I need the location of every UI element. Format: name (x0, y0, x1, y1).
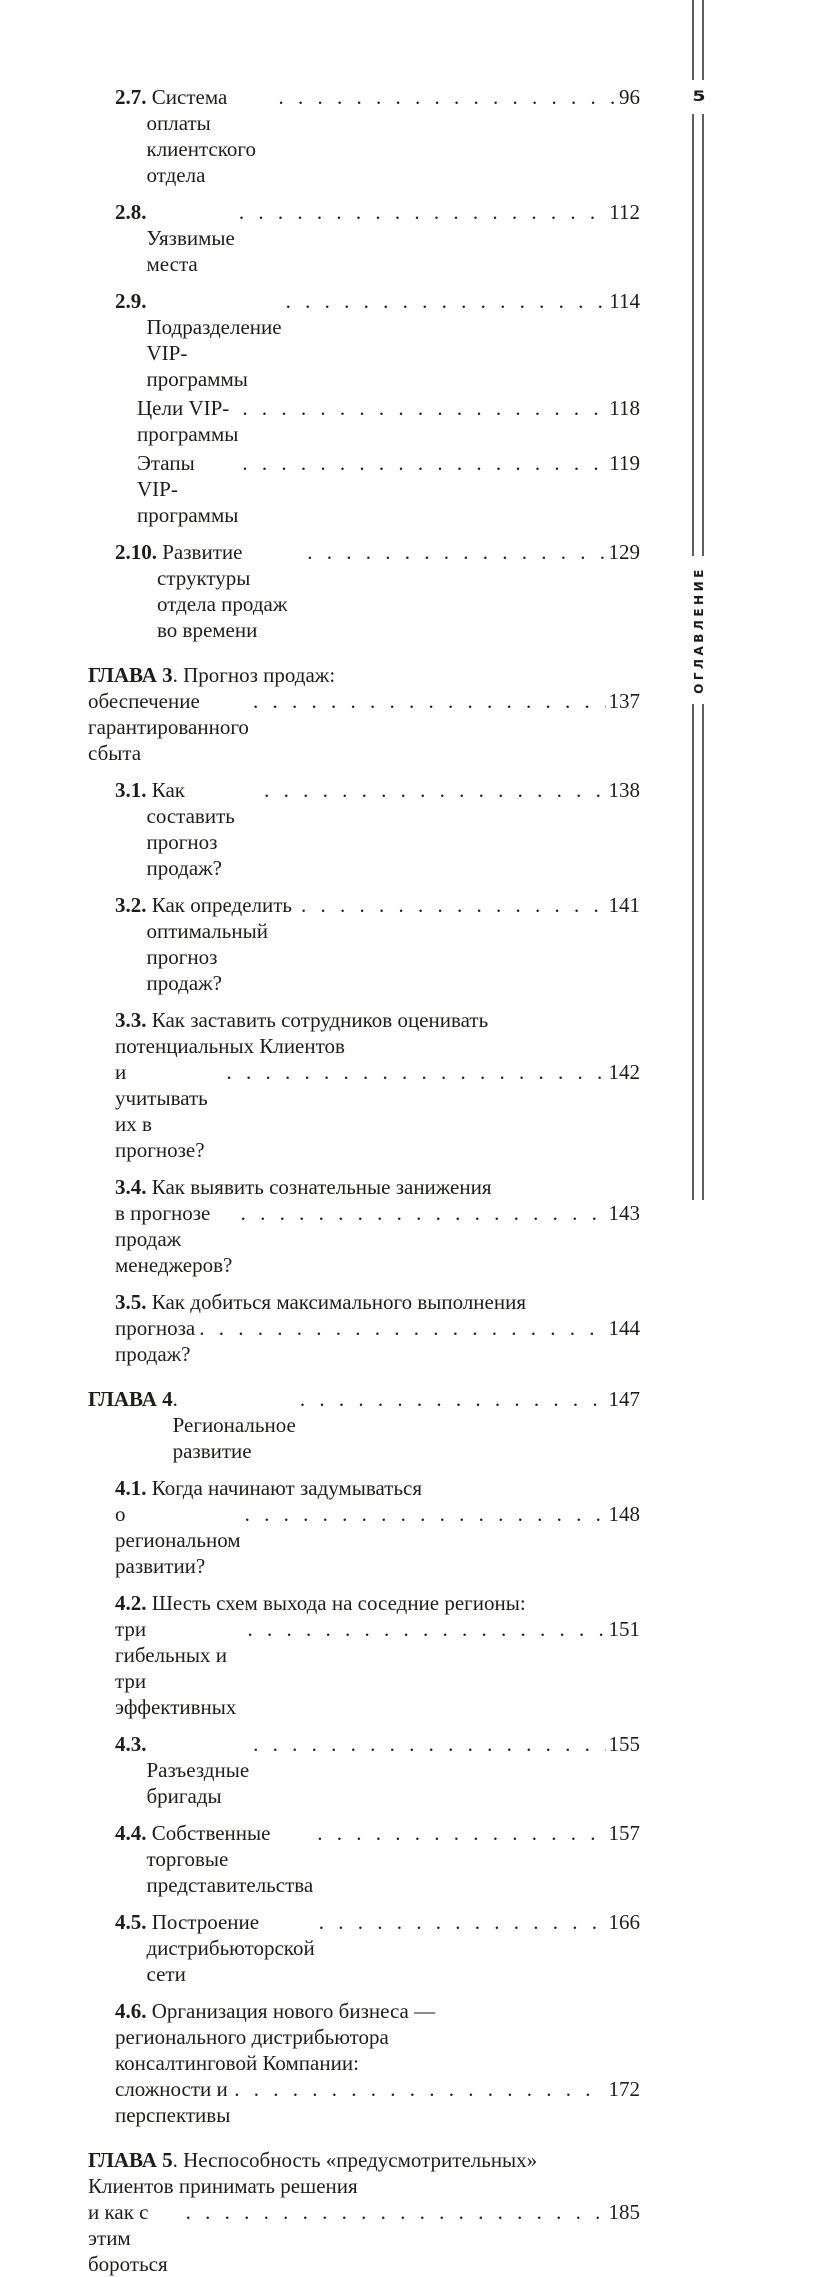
dot-leader (317, 1820, 605, 1846)
section-label-box (687, 556, 711, 704)
toc-entry-line (115, 539, 640, 643)
toc-entry-line (115, 2050, 640, 2076)
toc-entry-number: 2.10. (115, 540, 157, 564)
toc-entry-title: Как определить оптимальный прогноз продаж? (146, 893, 298, 995)
toc-entry-page: 119 (609, 451, 640, 475)
dot-leader (300, 1386, 606, 1412)
toc-entry-line (88, 2199, 640, 2277)
toc-entry-line (115, 1731, 640, 1809)
toc-entry-title: . Прогноз продаж: (172, 663, 336, 687)
toc-entry-title: . Неспособность «предусмотрительных» (172, 2148, 538, 2172)
toc-entry-number: ГЛАВА 4 (88, 1387, 173, 1411)
toc-entry (115, 1731, 640, 1809)
toc-entry-title: Собственные торговые представительства (146, 1821, 314, 1897)
toc-entry-page: 114 (609, 289, 640, 313)
toc-entry-title: Развитие структуры отдела продаж во времени (157, 540, 293, 642)
toc-entry-line (115, 84, 640, 188)
toc-entry (115, 777, 640, 881)
toc-entry (115, 1007, 640, 1163)
toc-entry-number: 4.1. (115, 1476, 147, 1500)
toc-entry-title: Как заставить сотрудников оценивать (146, 1008, 489, 1032)
toc-entry-page: 144 (608, 1316, 640, 1340)
toc-entry-page: 151 (608, 1617, 640, 1641)
toc-entry (115, 84, 640, 188)
toc-entry-number: 4.6. (115, 1999, 147, 2023)
toc-entry-line (88, 2173, 640, 2199)
toc-entry-title: Подразделение VIP-программы (146, 289, 287, 391)
toc-entry-title: обеспечение гарантированного сбыта (88, 689, 255, 765)
toc-entry-number: ГЛАВА 5 (88, 2148, 173, 2172)
dot-leader (253, 688, 606, 714)
dot-leader (242, 395, 606, 421)
toc-entry-page: 157 (608, 1821, 640, 1845)
toc-entry-page: 129 (608, 540, 640, 564)
toc-entry-title: о региональном развитии? (115, 1502, 246, 1578)
side-rail (692, 0, 706, 1200)
toc-entry-line (115, 1174, 640, 1200)
toc-entry-title: Этапы VIP-программы (137, 451, 239, 527)
toc-entry-page: 137 (608, 689, 640, 713)
toc-entry-line (115, 1616, 640, 1720)
toc-entry-page: 166 (608, 1910, 640, 1934)
toc-entry-number: 3.2. (115, 893, 147, 917)
rail-line-middle (692, 114, 704, 556)
toc-entry-page: 185 (608, 2200, 640, 2224)
toc-entry-title: Цели VIP-программы (137, 396, 239, 446)
toc-entry-number: 4.5. (115, 1910, 147, 1934)
toc-entry-title: сложности и перспективы (115, 2077, 234, 2127)
toc-entry-title: Построение дистрибьюторской сети (146, 1910, 320, 1986)
toc-entry-title: Шесть схем выхода на соседние регионы: (146, 1591, 526, 1615)
rail-line-bottom (692, 704, 704, 1200)
toc-entry-number: 4.3. (115, 1732, 147, 1756)
toc-entry-number: 2.7. (115, 85, 147, 109)
toc-entry-page: 112 (609, 200, 640, 224)
toc-entry-page: 118 (609, 396, 640, 420)
dot-leader (234, 2076, 605, 2102)
table-of-contents (88, 84, 640, 2277)
toc-entry-title: Организация нового бизнеса — (146, 1999, 436, 2023)
toc-entry-number: 2.8. (115, 200, 147, 224)
toc-entry-title: прогноза продаж? (115, 1316, 201, 1366)
toc-entry-line (115, 1007, 640, 1033)
toc-entry-line (115, 1315, 640, 1367)
toc-entry-page: 172 (608, 2077, 640, 2101)
toc-entry-number: ГЛАВА 3 (88, 663, 173, 687)
toc-entry (137, 450, 640, 528)
toc-entry (115, 199, 640, 277)
dot-leader (199, 1315, 605, 1341)
toc-entry-page: 148 (608, 1502, 640, 1526)
toc-entry-page: 138 (608, 778, 640, 802)
toc-entry-page: 155 (608, 1732, 640, 1756)
toc-entry-title: Когда начинают задумываться (146, 1476, 423, 1500)
toc-entry-title: консалтинговой Компании: (115, 2051, 359, 2075)
toc-entry-line (115, 1033, 640, 1059)
toc-entry-title: Клиентов принимать решения (88, 2174, 358, 2198)
toc-entry-number: 3.1. (115, 778, 147, 802)
toc-entry (115, 892, 640, 996)
dot-leader (186, 2199, 606, 2225)
dot-leader (319, 1909, 606, 1935)
toc-entry-title: и как с этим бороться (88, 2200, 168, 2276)
toc-entry-line (115, 1059, 640, 1163)
toc-entry (137, 395, 640, 447)
toc-entry-line (115, 777, 640, 881)
toc-entry (115, 1174, 640, 1278)
toc-entry-title: Как добиться максимального выполнения (146, 1290, 526, 1314)
rail-line-top (692, 0, 704, 80)
toc-entry-title: Уязвимые места (146, 200, 241, 276)
dot-leader (241, 1200, 606, 1226)
toc-entry (115, 1475, 640, 1579)
toc-entry-title: Как составить прогноз продаж? (146, 778, 241, 880)
toc-entry-line (137, 450, 640, 528)
toc-entry-number: 4.4. (115, 1821, 147, 1845)
toc-entry-title: Система оплаты клиентского отдела (146, 85, 262, 187)
toc-entry-number: 3.3. (115, 1008, 147, 1032)
toc-entry-line (88, 688, 640, 766)
toc-entry-title: потенциальных Клиентов (115, 1034, 345, 1058)
section-label: ОГЛАВЛЕНИЕ (692, 566, 707, 694)
dot-leader (239, 199, 606, 225)
toc-entry (115, 539, 640, 643)
toc-entry-title: . Региональное развитие (172, 1387, 302, 1463)
toc-entry-line (115, 288, 640, 392)
dot-leader (301, 892, 605, 918)
toc-entry-line (115, 1590, 640, 1616)
toc-entry (115, 288, 640, 392)
toc-entry-line (88, 2147, 640, 2173)
toc-entry-page: 142 (608, 1060, 640, 1084)
dot-leader (248, 1616, 606, 1642)
toc-entry-number: 2.9. (115, 289, 147, 313)
toc-entry (88, 662, 640, 766)
toc-entry-title: Как выявить сознательные занижения (146, 1175, 492, 1199)
toc-entry-line (115, 1289, 640, 1315)
toc-entry (88, 1386, 640, 1464)
toc-entry-line (115, 2024, 640, 2050)
toc-entry (88, 2147, 640, 2277)
toc-entry-page: 143 (608, 1201, 640, 1225)
dot-leader (279, 84, 616, 110)
toc-entry-line (115, 1820, 640, 1898)
toc-entry-line (88, 662, 640, 688)
toc-entry-title: регионального дистрибьютора (115, 2025, 389, 2049)
dot-leader (286, 288, 607, 314)
toc-entry-page: 147 (608, 1387, 640, 1411)
toc-entry-line (115, 1998, 640, 2024)
dot-leader (242, 450, 606, 476)
toc-entry-line (115, 2076, 640, 2128)
toc-entry-title: в прогнозе продаж менеджеров? (115, 1201, 233, 1277)
toc-entry-line (115, 199, 640, 277)
dot-leader (264, 777, 605, 803)
dot-leader (245, 1501, 606, 1527)
toc-entry-line (115, 1909, 640, 1987)
toc-entry-line (115, 1475, 640, 1501)
dot-leader (227, 1059, 606, 1085)
toc-entry-line (137, 395, 640, 447)
toc-entry-page: 141 (608, 893, 640, 917)
toc-entry-line (115, 892, 640, 996)
dot-leader (253, 1731, 605, 1757)
toc-entry (115, 1820, 640, 1898)
toc-entry (115, 1909, 640, 1987)
toc-entry-number: 3.5. (115, 1290, 147, 1314)
toc-entry-title: Разъездные бригады (146, 1732, 255, 1808)
page-number: 5 (692, 89, 706, 105)
toc-entry-line (115, 1501, 640, 1579)
toc-entry-title: три гибельных и три эффективных (115, 1617, 237, 1719)
toc-entry-number: 4.2. (115, 1591, 147, 1615)
toc-entry-line (115, 1200, 640, 1278)
toc-entry-number: 3.4. (115, 1175, 147, 1199)
toc-entry-page: 96 (619, 85, 640, 109)
dot-leader (307, 539, 605, 565)
toc-entry-title: и учитывать их в прогнозе? (115, 1060, 214, 1162)
toc-entry (115, 1998, 640, 2128)
toc-entry (115, 1590, 640, 1720)
toc-entry-line (88, 1386, 640, 1464)
toc-entry (115, 1289, 640, 1367)
